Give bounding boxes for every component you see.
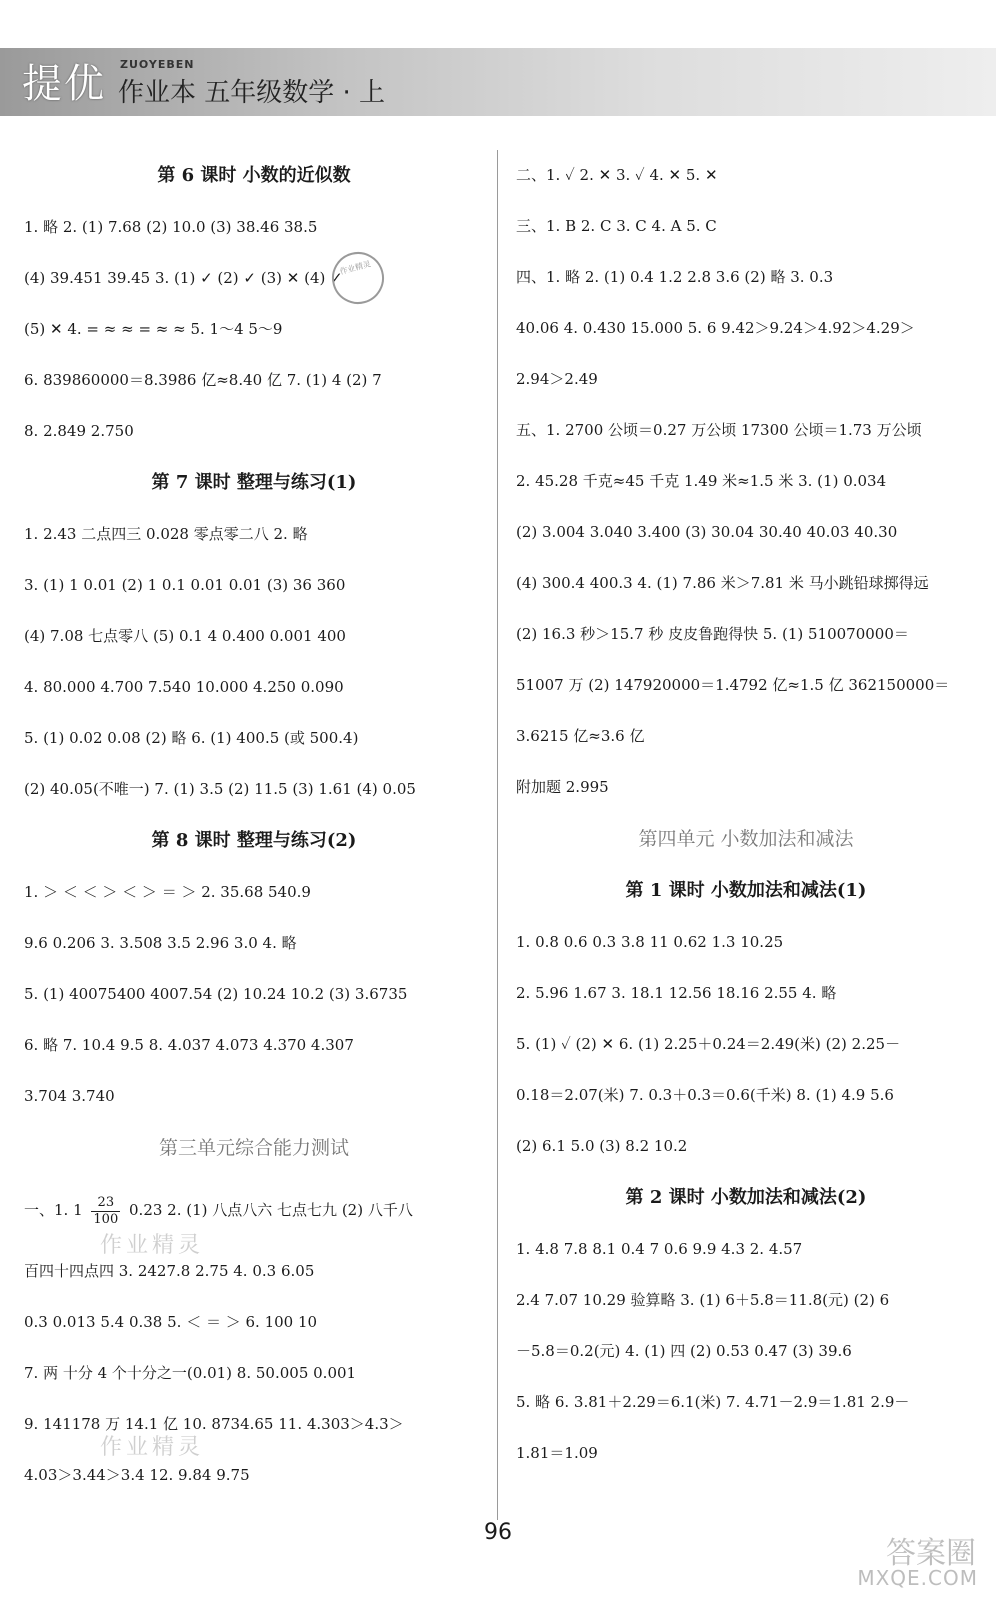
- book-title: 作业本 五年级数学 · 上: [118, 78, 386, 108]
- section-title: 第 2 课时 小数加法和减法(2): [625, 1187, 867, 1208]
- answer-line: 1. 0.8 0.6 0.3 3.8 11 0.62 1.3 10.25: [516, 933, 784, 951]
- answer-line: (4) 7.08 七点零八 (5) 0.1 4 0.400 0.001 400: [24, 627, 346, 645]
- watermark-text: 作业精灵: [100, 1435, 205, 1460]
- test-title: 第三单元综合能力测试: [158, 1137, 349, 1159]
- answer-line: 51007 万 (2) 147920000＝1.4792 亿≈1.5 亿 362150000＝: [516, 676, 950, 694]
- answer-line: 5. 略 6. 3.81＋2.29＝6.1(米) 7. 4.71－2.9＝1.81 2.9－: [516, 1393, 910, 1411]
- answer-line: 2. 5.96 1.67 3. 18.1 12.56 18.16 2.55 4. 略: [516, 984, 837, 1002]
- answer-line: 40.06 4. 0.430 15.000 5. 6 9.42＞9.24＞4.92＞4.29＞: [516, 319, 915, 337]
- answer-line: (2) 3.004 3.040 3.400 (3) 30.04 30.40 40.03 40.30: [516, 523, 898, 541]
- answer-line: 1.81＝1.09: [516, 1444, 598, 1462]
- answer-line: 1. 2.43 二点四三 0.028 零点零二八 2. 略: [24, 525, 308, 543]
- answer-line: 8. 2.849 2.750: [24, 422, 134, 440]
- answer-line: 9. 141178 万 14.1 亿 10. 8734.65 11. 4.303＞4.3＞: [24, 1415, 404, 1433]
- answer-line: －5.8＝0.2(元) 4. (1) 四 (2) 0.53 0.47 (3) 39.6: [516, 1342, 852, 1360]
- answer-line: 4.03＞3.44＞3.4 12. 9.84 9.75: [24, 1466, 250, 1484]
- fraction-numerator: 23: [91, 1195, 120, 1212]
- answer-line: (4) 300.4 400.3 4. (1) 7.86 米＞7.81 米 马小跳铅球掷得远: [516, 574, 929, 592]
- answer-line: 6. 839860000＝8.3986 亿≈8.40 亿 7. (1) 4 (2) 7: [24, 371, 382, 389]
- answer-line: (2) 6.1 5.0 (3) 8.2 10.2: [516, 1137, 688, 1155]
- corner-logo: 答案圈: [886, 1536, 976, 1571]
- brand-latin: ZUOYEBEN: [120, 58, 195, 71]
- answer-line: 百四十四点四 3. 2427.8 2.75 4. 0.3 6.05: [24, 1262, 315, 1280]
- answer-line: 4. 80.000 4.700 7.540 10.000 4.250 0.090: [24, 678, 344, 696]
- answer-line: 3.704 3.740: [24, 1087, 115, 1105]
- left-column: [24, 150, 484, 1501]
- answer-line: 2.4 7.07 10.29 验算略 3. (1) 6＋5.8＝11.8(元) (2) 6: [516, 1291, 890, 1309]
- answer-fragment: 一、1. 1: [24, 1201, 83, 1219]
- fraction-denominator: 100: [93, 1211, 119, 1227]
- answer-line: 三、1. B 2. C 3. C 4. A 5. C: [516, 217, 717, 235]
- page-number: 96: [484, 1520, 512, 1545]
- answer-line: 5. (1) 0.02 0.08 (2) 略 6. (1) 400.5 (或 500.4): [24, 729, 359, 747]
- answer-line: 二、1. ✓ 2. ✕ 3. ✓ 4. ✕ 5. ✕: [516, 166, 718, 184]
- answer-line: [24, 1174, 484, 1246]
- answer-line: 五、1. 2700 公顷＝0.27 万公顷 17300 公顷＝1.73 万公顷: [516, 421, 922, 439]
- fraction: [91, 1195, 120, 1228]
- answer-line: 1. 略 2. (1) 7.68 (2) 10.0 (3) 38.46 38.5: [24, 218, 318, 236]
- answer-line: 1. ＞ ＜ ＜ ＞ ＜ ＞ ＝ ＞ 2. 35.68 540.9: [24, 883, 311, 901]
- answer-line: 3.6215 亿≈3.6 亿: [516, 727, 645, 745]
- answer-line: 1. 4.8 7.8 8.1 0.4 7 0.6 9.9 4.3 2. 4.57: [516, 1240, 803, 1258]
- stamp-mark: 作业精灵: [326, 246, 390, 310]
- section-title: 第 6 课时 小数的近似数: [157, 165, 351, 186]
- answer-line: (2) 40.05(不唯一) 7. (1) 3.5 (2) 11.5 (3) 1.61 (4) 0.05: [24, 780, 416, 798]
- answer-line: 5. (1) 40075400 4007.54 (2) 10.24 10.2 (3) 3.6735: [24, 985, 408, 1003]
- answer-line: (4) 39.451 39.45 3. (1) ✓ (2) ✓ (3) ✕ (4) ✓: [24, 269, 343, 287]
- answer-line: 附加题 2.995: [516, 778, 609, 796]
- answer-fragment: 0.23 2. (1) 八点八六 七点七九 (2) 八千八: [129, 1201, 413, 1219]
- answer-line: (2) 16.3 秒＞15.7 秒 皮皮鲁跑得快 5. (1) 510070000＝: [516, 625, 909, 643]
- answer-line: 9.6 0.206 3. 3.508 3.5 2.96 3.0 4. 略: [24, 934, 297, 952]
- right-column: [516, 150, 976, 1479]
- column-divider: [497, 150, 498, 1520]
- answer-line: 6. 略 7. 10.4 9.5 8. 4.037 4.073 4.370 4.307: [24, 1036, 354, 1054]
- answer-line: 0.18＝2.07(米) 7. 0.3＋0.3＝0.6(千米) 8. (1) 4.9 5.6: [516, 1086, 894, 1104]
- brand-logo: 提优: [22, 61, 106, 107]
- answer-line: 5. (1) ✓ (2) ✕ 6. (1) 2.25＋0.24＝2.49(米) (2) 2.25－: [516, 1035, 901, 1053]
- answer-line: 四、1. 略 2. (1) 0.4 1.2 2.8 3.6 (2) 略 3. 0.3: [516, 268, 834, 286]
- answer-line: 3. (1) 1 0.01 (2) 1 0.1 0.01 0.01 (3) 36 360: [24, 576, 346, 594]
- answer-line: 2. 45.28 千克≈45 千克 1.49 米≈1.5 米 3. (1) 0.034: [516, 472, 887, 490]
- corner-url: MXQE.COM: [857, 1566, 978, 1590]
- section-title: 第 1 课时 小数加法和减法(1): [625, 880, 867, 901]
- answer-line: 2.94＞2.49: [516, 370, 598, 388]
- watermark-text: 作业精灵: [100, 1233, 205, 1258]
- answer-line: (5) ✕ 4. = ≈ ≈ = ≈ ≈ 5. 1～4 5～9: [24, 320, 283, 338]
- unit-title: 第四单元 小数加法和减法: [638, 828, 854, 850]
- section-title: 第 7 课时 整理与练习(1): [151, 472, 357, 493]
- header-banner: [0, 48, 996, 116]
- section-title: 第 8 课时 整理与练习(2): [151, 830, 357, 851]
- answer-line: 0.3 0.013 5.4 0.38 5. ＜ ＝ ＞ 6. 100 10: [24, 1313, 318, 1331]
- answer-line: 7. 两 十分 4 个十分之一(0.01) 8. 50.005 0.001: [24, 1364, 357, 1382]
